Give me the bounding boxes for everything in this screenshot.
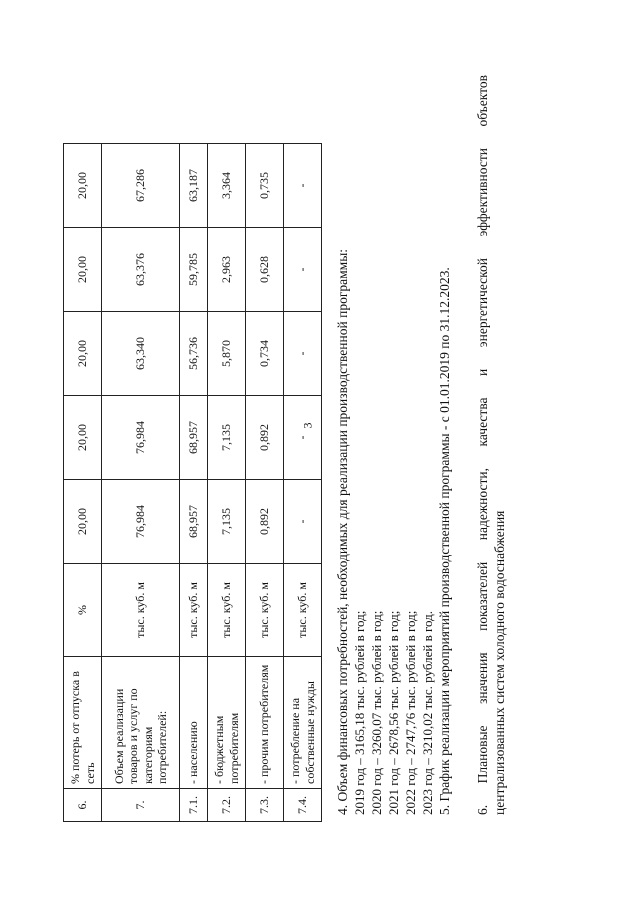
- table-row: [284, 144, 322, 822]
- value-cell: 20,00: [64, 228, 102, 312]
- row-number: 7.3.: [246, 789, 284, 822]
- value-cell: 7,135: [208, 480, 246, 564]
- section-6-subheading: централизованных систем холодного водоснабжения: [492, 510, 507, 815]
- value-cell: 20,00: [64, 480, 102, 564]
- value-cell: 59,785: [180, 228, 208, 312]
- indicator-name: - населению: [180, 657, 208, 789]
- indicator-name: - потребление на собственные нужды: [284, 657, 322, 789]
- value-cell: 2,963: [208, 228, 246, 312]
- value-cell: 76,984: [102, 396, 180, 480]
- row-number: 7.: [102, 789, 180, 822]
- value-cell: 68,957: [180, 396, 208, 480]
- cost-2022: 2022 год – 2747,76 тыс. рублей в год;: [403, 610, 418, 815]
- indicator-name: - бюджетным потребителям: [208, 657, 246, 789]
- section-5-schedule: 5. График реализации мероприятий производственной программы - с 01.01.2019 по 31.12.2023.: [437, 267, 452, 815]
- cost-2020: 2020 год – 3260,07 тыс. рублей в год;: [369, 610, 384, 815]
- unit-cell: тыс. куб. м: [284, 564, 322, 657]
- indicators-table: [63, 143, 322, 822]
- value-cell: 68,957: [180, 480, 208, 564]
- value-cell: 63,340: [102, 312, 180, 396]
- value-cell: 56,736: [180, 312, 208, 396]
- value-cell: 3,364: [208, 144, 246, 228]
- value-cell: 20,00: [64, 144, 102, 228]
- page-number: 3: [300, 422, 315, 429]
- table-row: [208, 144, 246, 822]
- indicator-name: Объем реализации товаров и услуг по категориям потребителей:: [102, 657, 180, 789]
- section-6-heading: 6. Плановые значения показателей надежности, качества и энергетической эффективности объектов: [475, 75, 490, 815]
- value-cell: -: [284, 228, 322, 312]
- value-cell: 0,735: [246, 144, 284, 228]
- row-number: 6.: [64, 789, 102, 822]
- unit-cell: тыс. куб. м: [246, 564, 284, 657]
- value-cell: 5,870: [208, 312, 246, 396]
- table-row: [246, 144, 284, 822]
- value-cell: 20,00: [64, 312, 102, 396]
- value-cell: -: [284, 312, 322, 396]
- value-cell: 63,376: [102, 228, 180, 312]
- section-4-heading: 4. Объем финансовых потребностей, необходимых для реализации производственной программы:: [335, 248, 350, 815]
- indicator-name: % потерь от отпуска в сеть: [64, 657, 102, 789]
- unit-cell: тыс. куб. м: [102, 564, 180, 657]
- table-body: [64, 144, 322, 822]
- unit-cell: тыс. куб. м: [208, 564, 246, 657]
- table-row: [180, 144, 208, 822]
- value-cell: 20,00: [64, 396, 102, 480]
- value-cell: 63,187: [180, 144, 208, 228]
- cost-2021: 2021 год – 2678,56 тыс. рублей в год;: [386, 610, 401, 815]
- indicator-name: - прочим потребителям: [246, 657, 284, 789]
- value-cell: -: [284, 144, 322, 228]
- row-number: 7.2.: [208, 789, 246, 822]
- value-cell: 0,892: [246, 396, 284, 480]
- cost-2019: 2019 год – 3165,18 тыс. рублей в год;: [352, 610, 367, 815]
- unit-cell: тыс. куб. м: [180, 564, 208, 657]
- value-cell: 67,286: [102, 144, 180, 228]
- value-cell: 0,628: [246, 228, 284, 312]
- table-row: [64, 144, 102, 822]
- cost-2023: 2023 год – 3210,02 тыс. рублей в год.: [420, 611, 435, 815]
- value-cell: 7,135: [208, 396, 246, 480]
- table-row: [102, 144, 180, 822]
- row-number: 7.1.: [180, 789, 208, 822]
- value-cell: -: [284, 480, 322, 564]
- value-cell: 0,734: [246, 312, 284, 396]
- value-cell: 76,984: [102, 480, 180, 564]
- value-cell: 0,892: [246, 480, 284, 564]
- unit-cell: %: [64, 564, 102, 657]
- row-number: 7.4.: [284, 789, 322, 822]
- value-cell: -: [284, 396, 322, 480]
